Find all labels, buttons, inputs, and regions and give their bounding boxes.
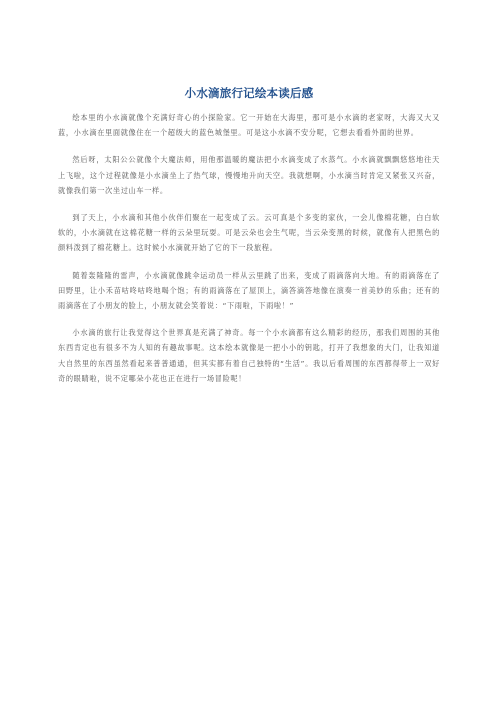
paragraph-1: 绘本里的小水滴就像个充满好奇心的小探险家。它一开始在大海里，那可是小水滴的老家呀，大海又大又蓝，小水滴在里面就像住在一个超级大的蓝色城堡里。可是这小水滴不安分呢，它想去看看外面的世界。 (58, 113, 440, 138)
document-body (58, 86, 440, 398)
paragraph-2: 然后呀，太阳公公就像个大魔法师，用他那温暖的魔法把小水滴变成了水蒸气。小水滴就飘飘悠悠地往天上飞啦，这个过程就像是小水滴坐上了热气球，慢慢地升向天空。我就想啊，小水滴当时肯定又紧张又兴奋，就像我们第一次坐过山车一样。 (58, 155, 440, 195)
paragraph-4: 随着轰隆隆的雷声，小水滴就像跳伞运动员一样从云里跳了出来，变成了雨滴落向大地。有的雨滴落在了田野里，让小禾苗咕咚咕咚地喝个饱；有的雨滴落在了屋顶上，滴答滴答地像在演奏一首美妙的乐曲；还有的雨滴落在了小朋友的脸上，小朋友就会笑着说：“下雨啦，下雨啦！” (58, 270, 440, 311)
paragraph-3: 到了天上，小水滴和其他小伙伴们聚在一起变成了云。云可真是个多变的家伙，一会儿像棉花糖，白白软软的，小水滴就在这棉花糖一样的云朵里玩耍。可是云朵也会生气呢，当云朵变黑的时候，就像有人把黑色的颜料泼到了棉花糖上。这时候小水滴就开始了它的下一段旅程。 (58, 213, 440, 253)
paragraph-5: 小水滴的旅行让我觉得这个世界真是充满了神奇。每一个小水滴都有这么精彩的经历，那我们周围的其他东西肯定也有很多不为人知的有趣故事呢。这本绘本就像是一把小小的钥匙，打开了我想象的大门，让我知道大自然里的东西虽然看起来普普通通，但其实都有着自己独特的“生活”。我以后看周围的东西都得带上一双好奇的眼睛啦，说不定哪朵小花也正在进行一场冒险呢！ (58, 328, 440, 383)
document-title: 小水滴旅行记绘本读后感 (184, 86, 314, 100)
